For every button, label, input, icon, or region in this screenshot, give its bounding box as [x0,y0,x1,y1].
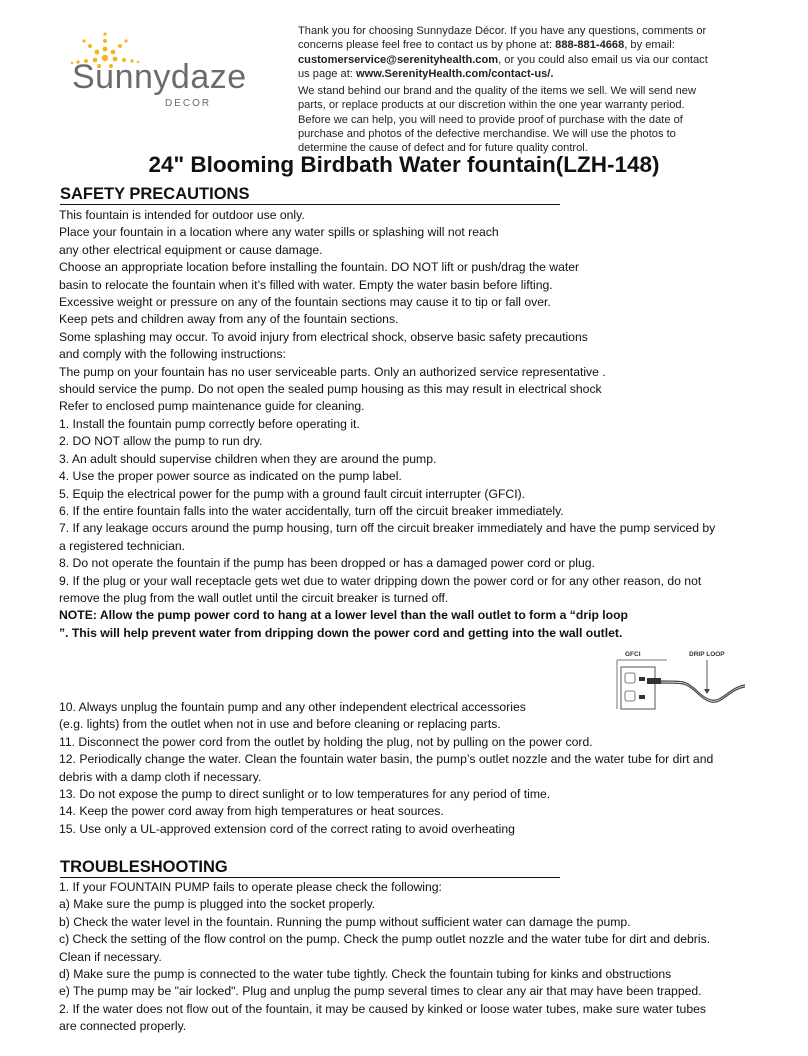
contact-line [298,67,768,81]
contact-text: us page at: [298,67,356,80]
note-line: NOTE: Allow the pump power cord to hang at a lower level than the wall outlet to form a “drip loop [59,608,629,623]
text-line: The pump on your fountain has no user serviceable parts. Only an authorized service representative . [59,364,606,379]
text-line: 8. Do not operate the fountain if the pump has been dropped or has a damaged power cord or plug. [59,556,595,571]
text-line: 12. Periodically change the water. Clean the fountain water basin, the pump’s outlet nozzle and the water tube for dirt and [59,752,714,767]
text-line: 1. If your FOUNTAIN PUMP fails to operate please check the following: [59,880,442,894]
text-line: and comply with the following instructions: [59,347,286,362]
text-line: Excessive weight or pressure on any of the fountain sections may cause it to tip or fall over. [59,295,551,310]
plug-icon [647,678,661,684]
brand-name: Sunnydaze [72,58,247,96]
text-line: any other electrical equipment or cause damage. [59,242,323,257]
contact-url-link[interactable]: www.SerenityHealth.com/contact-us/. [355,67,554,80]
troubleshooting-heading: TROUBLESHOOTING [60,857,560,878]
text-line: 15. Use only a UL-approved extension cord of the correct rating to avoid overheating [59,821,515,836]
text-line: Place your fountain in a location where any water spills or splashing will not reach [59,225,499,240]
text-line: 2. DO NOT allow the pump to run dry. [59,434,263,449]
text-line: 3. An adult should supervise children when they are around the pump. [59,451,437,466]
text-line: a) Make sure the pump is plugged into the socket properly. [59,897,376,912]
text-line: (e.g. lights) from the outlet when not in use and before cleaning or replacing parts. [59,717,501,732]
text-line: basin to relocate the fountain when it’s filled with water. Empty the water basin before lifting. [59,277,553,292]
text-line: debris with a damp cloth if necessary. [59,769,262,784]
contact-text: , by email: [624,39,675,52]
text-line: Choose an appropriate location before installing the fountain. DO NOT lift or push/drag the water [59,260,580,275]
text-line: 9. If the plug or your wall receptacle gets wet due to water dripping down the power cord or for any other reason, do not [59,573,702,588]
text-line: This fountain is intended for outdoor use only. [59,208,305,222]
text-line: remove the plug from the wall outlet until the circuit breaker is turned off. [59,590,449,605]
warranty-line: parts, or replace products at our discretion within the one year warranty period. [298,99,685,112]
text-line: Keep pets and children away from any of the fountain sections. [59,312,399,327]
text-line: c) Check the setting of the flow control on the pump. Check the pump outlet nozzle and the water tube for dirt and debris. [59,932,711,947]
text-line: 14. Keep the power cord away from high temperatures or heat sources. [59,804,444,819]
email-link[interactable]: customerservice@serenityhealth.com [298,53,499,66]
drip-loop-label: DRIP LOOP [689,651,725,658]
contact-line [298,53,768,67]
text-line: a registered technician. [59,538,186,553]
text-line: should service the pump. Do not open the sealed pump housing as this may result in electrical shock [59,382,602,397]
note-line: ”. This will help prevent water from dripping down the power cord and getting into the wall outlet. [59,625,623,640]
text-line: 4. Use the proper power source as indicated on the pump label. [59,469,402,484]
text-line: 2. If the water does not flow out of the fountain, it may be caused by kinked or loose water tubes, make sure water tubes [59,1001,706,1016]
safety-text-a [59,207,749,642]
troubleshooting-text [59,879,749,1036]
text-line: 11. Disconnect the power cord from the outlet by holding the plug, not by pulling on the power cord. [59,734,593,749]
brand-logo [62,30,277,115]
text-line: 6. If the entire fountain falls into the water accidentally, turn off the circuit breaker immediately. [59,503,564,518]
text-line: Clean if necessary. [59,949,162,964]
gfci-label: GFCI [625,651,641,658]
text-line: Some splashing may occur. To avoid injury from electrical shock, observe basic safety precautions [59,329,588,344]
warranty-line: We stand behind our brand and the quality of the items we sell. We will send new [298,85,696,98]
safety-heading: SAFETY PRECAUTIONS [60,184,560,205]
text-line: 10. Always unplug the fountain pump and any other independent electrical accessories [59,700,526,714]
safety-text-b [59,699,749,838]
contact-text: concerns please feel free to contact us by phone at: [298,39,556,52]
text-line: d) Make sure the pump is connected to the water tube tightly. Check the fountain tubing for kinks and obstructions [59,967,672,982]
text-line: 13. Do not expose the pump to direct sunlight or to low temperatures for any period of time. [59,787,551,802]
text-line: 5. Equip the electrical power for the pump with a ground fault circuit interrupter (GFCI). [59,486,526,501]
brand-sub: DECOR [165,98,212,109]
contact-line: Thank you for choosing Sunnydaze Décor. If you have any questions, comments or [298,25,707,37]
contact-text: , or you could also email us via our contact [498,53,708,66]
phone-number: 888-881-4668 [555,39,625,52]
header-contact-block [298,24,768,156]
page-title: 24" Blooming Birdbath Water fountain(LZH-148) [148,152,660,177]
text-line: are connected properly. [59,1019,187,1034]
text-line: Refer to enclosed pump maintenance guide for cleaning. [59,399,365,414]
warranty-line: determine the cause of defect and for future quality control. [298,142,588,155]
warranty-line: Before we can help, you will need to provide proof of purchase with the date of [298,113,683,126]
text-line: 7. If any leakage occurs around the pump housing, turn off the circuit breaker immediately and have the pump serviced by [59,521,716,536]
text-line: e) The pump may be "air locked". Plug and unplug the pump several times to clear any air that may have been trapped. [59,984,702,999]
text-line: 1. Install the fountain pump correctly before operating it. [59,416,360,431]
text-line: b) Check the water level in the fountain. Running the pump without sufficient water can damage the pump. [59,914,631,929]
warranty-line: purchase and photos of the defective merchandise. We will use the photos to [298,128,676,141]
contact-line [298,38,768,52]
